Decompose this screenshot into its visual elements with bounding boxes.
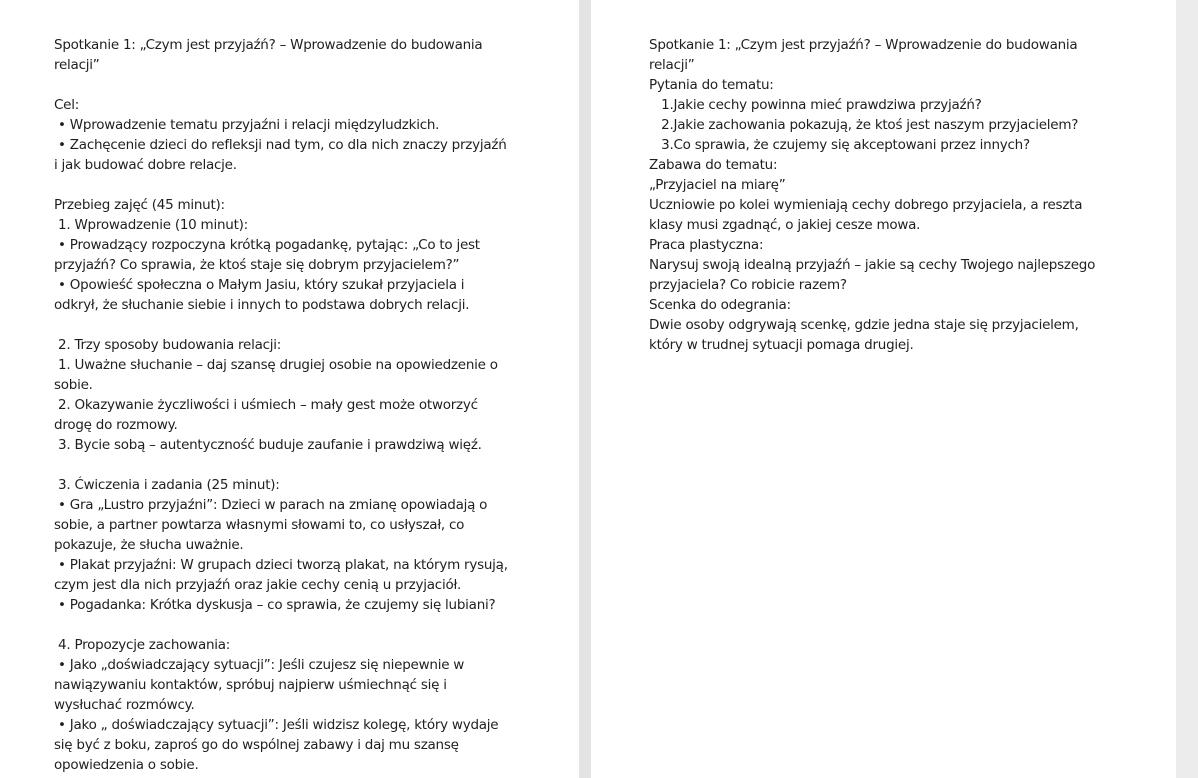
text-line: 2.Jakie zachowania pokazują, że ktoś jest naszym przyjacielem? — [649, 117, 1079, 133]
text-line: klasy musi zgadnąć, o jakiej cesze mowa. — [649, 217, 921, 233]
text-line: który w trudnej sytuacji pomaga drugiej. — [649, 337, 914, 353]
text-line: Spotkanie 1: „Czym jest przyjaźń? – Wprowadzenie do budowania — [54, 37, 483, 53]
text-line: Narysuj swoją idealną przyjaźń – jakie są cechy Twojego najlepszego — [649, 257, 1096, 273]
text-line: • Wprowadzenie tematu przyjaźni i relacji międzyludzkich. — [54, 117, 440, 133]
text-line: odkrył, że słuchanie siebie i innych to podstawa dobrych relacji. — [54, 297, 470, 313]
blank-line — [54, 315, 579, 335]
page-text — [54, 35, 579, 775]
text-line: Uczniowie po kolei wymieniają cechy dobrego przyjaciela, a reszta — [649, 197, 1083, 213]
text-line: 1. Wprowadzenie (10 minut): — [54, 217, 248, 233]
document-page-right — [591, 0, 1176, 778]
text-line: sobie. — [54, 377, 93, 393]
blank-line — [54, 455, 579, 475]
document-page-left — [0, 0, 579, 778]
text-line: • Pogadanka: Krótka dyskusja – co sprawia, że czujemy się lubiani? — [54, 597, 496, 613]
text-line: • Jako „ doświadczający sytuacji”: Jeśli widzisz kolegę, który wydaje — [54, 717, 499, 733]
text-line: sobie, a partner powtarza własnymi słowami to, co usłyszał, co — [54, 517, 465, 533]
blank-line — [54, 75, 579, 95]
page-text — [649, 35, 1176, 355]
text-line: Praca plastyczna: — [649, 237, 764, 253]
text-line: przyjaźń? Co sprawia, że ktoś staje się dobrym przyjacielem?” — [54, 257, 460, 273]
blank-line — [54, 175, 579, 195]
text-line: wysłuchać rozmówcy. — [54, 697, 195, 713]
text-line: i jak budować dobre relacje. — [54, 157, 237, 173]
text-line: nawiązywaniu kontaktów, spróbuj najpierw uśmiechnąć się i — [54, 677, 447, 693]
text-line: drogę do rozmowy. — [54, 417, 178, 433]
text-line: 2. Trzy sposoby budowania relacji: — [54, 337, 282, 353]
text-line: 1.Jakie cechy powinna mieć prawdziwa przyjaźń? — [649, 97, 982, 113]
text-line: Zabawa do tematu: — [649, 157, 778, 173]
text-line: 3. Bycie sobą – autentyczność buduje zaufanie i prawdziwą więź. — [54, 437, 482, 453]
blank-line — [54, 615, 579, 635]
text-line: • Plakat przyjaźni: W grupach dzieci tworzą plakat, na którym rysują, — [54, 557, 508, 573]
text-line: relacji” — [649, 57, 695, 73]
text-line: się być z boku, zaproś go do wspólnej zabawy i daj mu szansę — [54, 737, 459, 753]
text-line: relacji” — [54, 57, 100, 73]
text-line: czym jest dla nich przyjaźń oraz jakie cechy cenią u przyjaciół. — [54, 577, 462, 593]
text-line: • Jako „doświadczający sytuacji”: Jeśli czujesz się niepewnie w — [54, 657, 465, 673]
text-line: opowiedzenia o sobie. — [54, 757, 199, 773]
scrollbar[interactable] — [1176, 0, 1198, 778]
text-line: • Zachęcenie dzieci do refleksji nad tym, co dla nich znaczy przyjaźń — [54, 137, 507, 153]
text-line: • Prowadzący rozpoczyna krótką pogadankę, pytając: „Co to jest — [54, 237, 480, 253]
text-line: 3.Co sprawia, że czujemy się akceptowani przez innych? — [649, 137, 1030, 153]
text-line: pokazuje, że słucha uważnie. — [54, 537, 244, 553]
text-line: Spotkanie 1: „Czym jest przyjaźń? – Wprowadzenie do budowania — [649, 37, 1078, 53]
text-line: 2. Okazywanie życzliwości i uśmiech – mały gest może otworzyć — [54, 397, 478, 413]
text-line: 4. Propozycje zachowania: — [54, 637, 231, 653]
text-line: 1. Uważne słuchanie – daj szansę drugiej osobie na opowiedzenie o — [54, 357, 498, 373]
text-line: Cel: — [54, 97, 80, 113]
text-line: Pytania do tematu: — [649, 77, 774, 93]
text-line: • Gra „Lustro przyjaźni”: Dzieci w parach na zmianę opowiadają o — [54, 497, 488, 513]
text-line: Przebieg zajęć (45 minut): — [54, 197, 225, 213]
text-line: „Przyjaciel na miarę” — [649, 177, 786, 193]
text-line: Dwie osoby odgrywają scenkę, gdzie jedna staje się przyjacielem, — [649, 317, 1079, 333]
text-line: Scenka do odegrania: — [649, 297, 791, 313]
text-line: • Opowieść społeczna o Małym Jasiu, który szukał przyjaciela i — [54, 277, 465, 293]
text-line: przyjaciela? Co robicie razem? — [649, 277, 847, 293]
text-line: 3. Ćwiczenia i zadania (25 minut): — [54, 477, 280, 493]
